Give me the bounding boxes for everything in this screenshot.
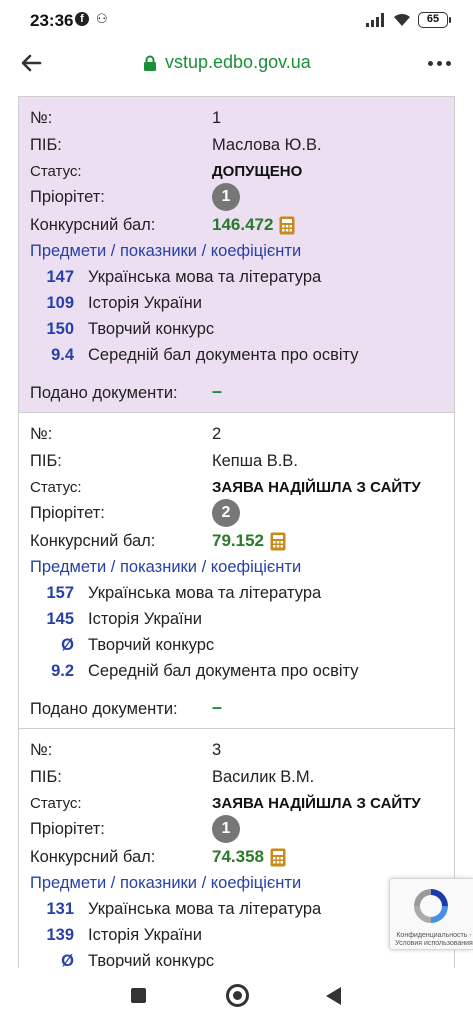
recent-apps-icon[interactable] <box>131 988 146 1003</box>
name-value: Кепша В.В. <box>212 452 298 470</box>
subject-row <box>30 662 450 684</box>
subject-score: 109 <box>46 294 74 312</box>
subject-name: Українська мова та література <box>88 584 322 602</box>
score-number: 79.152 <box>212 531 264 550</box>
score-label: Конкурсний бал: <box>30 532 156 550</box>
score-number: 74.358 <box>212 847 264 866</box>
score-value <box>212 215 295 235</box>
url-field[interactable] <box>143 52 311 73</box>
documents-label: Подано документи: <box>30 700 178 718</box>
subject-name: Українська мова та література <box>88 268 322 286</box>
subject-name: Історія України <box>88 926 202 944</box>
recaptcha-text[interactable]: Конфиденциальность - Условия использования <box>395 932 473 947</box>
subject-score: 131 <box>46 900 74 918</box>
subjects-title: Предмети / показники / коефіцієнти <box>30 874 302 892</box>
subject-row <box>30 926 450 948</box>
clock: 23:36 <box>30 11 74 30</box>
subject-score: Ø <box>61 952 74 968</box>
calculator-icon[interactable] <box>270 532 286 551</box>
signal-icon <box>366 13 386 27</box>
applicant-card <box>19 97 454 413</box>
documents-value: – <box>212 697 223 717</box>
subject-name: Середній бал документа про освіту <box>88 662 359 680</box>
status-label: Статус: <box>30 479 82 496</box>
score-value <box>212 531 286 551</box>
subject-score: 9.2 <box>51 662 74 680</box>
facebook-icon: f <box>75 12 89 26</box>
subject-row <box>30 268 450 290</box>
applicant-list <box>18 96 455 968</box>
recaptcha-icon <box>408 885 454 927</box>
system-nav-bar <box>0 968 473 1024</box>
score-number: 146.472 <box>212 215 274 234</box>
subjects-title: Предмети / показники / коефіцієнти <box>30 558 302 576</box>
wifi-icon <box>392 11 412 27</box>
documents-label: Подано документи: <box>30 384 178 402</box>
more-menu-icon[interactable] <box>428 61 451 66</box>
subject-row <box>30 320 450 342</box>
priority-badge: 2 <box>212 499 240 527</box>
subject-row <box>30 636 450 658</box>
battery-icon: 65 <box>418 12 448 28</box>
score-value <box>212 847 286 867</box>
name-label: ПІБ: <box>30 768 62 786</box>
subject-row <box>30 346 450 368</box>
subject-score: 145 <box>46 610 74 628</box>
number-value: 3 <box>212 741 222 759</box>
name-value: Василик В.М. <box>212 768 315 786</box>
nav-back-icon[interactable] <box>326 987 341 1005</box>
url-text: vstup.edbo.gov.ua <box>165 52 311 72</box>
status-bar <box>0 0 473 42</box>
recaptcha-badge[interactable] <box>389 878 473 950</box>
browser-address-bar <box>0 42 473 86</box>
name-label: ПІБ: <box>30 136 62 154</box>
number-label: №: <box>30 109 53 127</box>
subject-row <box>30 900 450 922</box>
subject-score: Ø <box>61 636 74 654</box>
priority-badge: 1 <box>212 815 240 843</box>
number-value: 1 <box>212 109 222 127</box>
status-label: Статус: <box>30 795 82 812</box>
subject-name: Творчий конкурс <box>88 320 215 338</box>
subject-score: 147 <box>46 268 74 286</box>
subject-name: Історія України <box>88 610 202 628</box>
status-value: ЗАЯВА НАДІЙШЛА З САЙТУ <box>212 795 421 812</box>
subject-score: 9.4 <box>51 346 74 364</box>
home-icon[interactable] <box>226 984 249 1007</box>
subject-name: Середній бал документа про освіту <box>88 346 359 364</box>
subject-row <box>30 952 450 968</box>
priority-badge: 1 <box>212 183 240 211</box>
lock-icon <box>143 55 157 71</box>
name-label: ПІБ: <box>30 452 62 470</box>
score-label: Конкурсний бал: <box>30 848 156 866</box>
priority-label: Пріорітет: <box>30 820 105 838</box>
subject-name: Історія України <box>88 294 202 312</box>
documents-value: – <box>212 381 223 401</box>
subject-name: Творчий конкурс <box>88 952 215 968</box>
subject-row <box>30 584 450 606</box>
score-label: Конкурсний бал: <box>30 216 156 234</box>
number-value: 2 <box>212 425 222 443</box>
calculator-icon[interactable] <box>270 848 286 867</box>
number-label: №: <box>30 741 53 759</box>
subject-score: 157 <box>46 584 74 602</box>
subject-score: 139 <box>46 926 74 944</box>
back-arrow-icon[interactable] <box>18 50 44 76</box>
name-value: Маслова Ю.В. <box>212 136 322 154</box>
subject-score: 150 <box>46 320 74 338</box>
calculator-icon[interactable] <box>279 216 295 235</box>
number-label: №: <box>30 425 53 443</box>
subject-row <box>30 610 450 632</box>
subject-name: Українська мова та література <box>88 900 322 918</box>
applicant-card <box>19 413 454 729</box>
status-label: Статус: <box>30 163 82 180</box>
status-value: ЗАЯВА НАДІЙШЛА З САЙТУ <box>212 479 421 496</box>
subjects-title: Предмети / показники / коефіцієнти <box>30 242 302 260</box>
subject-name: Творчий конкурс <box>88 636 215 654</box>
priority-label: Пріорітет: <box>30 188 105 206</box>
status-value: ДОПУЩЕНО <box>212 163 303 180</box>
app-notification-icon: ⚇ <box>96 11 108 26</box>
subject-row <box>30 294 450 316</box>
priority-label: Пріорітет: <box>30 504 105 522</box>
